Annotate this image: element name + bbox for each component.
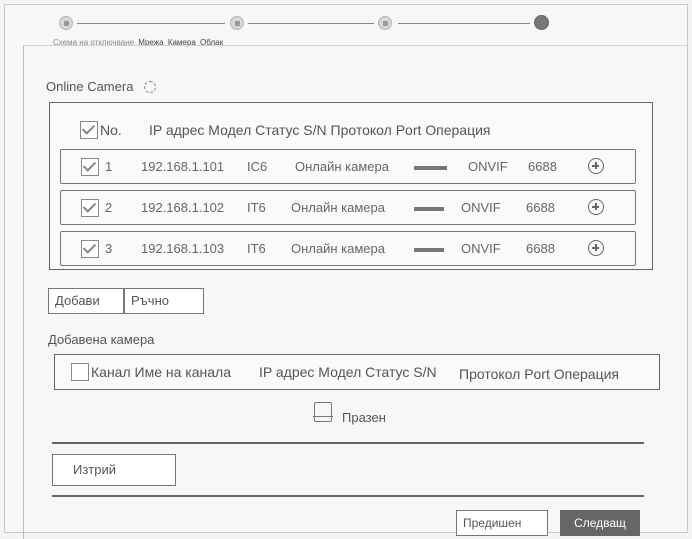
step-3-camera-icon (378, 16, 392, 30)
refresh-icon[interactable] (144, 81, 156, 93)
row-status: Онлайн камера (295, 159, 389, 174)
row-no: 2 (105, 200, 113, 215)
online-table-header (60, 111, 636, 146)
header-no: No. (100, 122, 122, 138)
header-columns: IP адрес Модел Статус S/N Протокол Port Операция (149, 122, 491, 138)
empty-text: Празен (342, 410, 386, 425)
row-ip: 192.168.1.102 (141, 200, 225, 215)
step-label-camera: Камера (167, 38, 196, 47)
row-status: Онлайн камера (291, 200, 385, 215)
row-port: 6688 (526, 200, 555, 215)
table-row (60, 149, 636, 184)
added-header-ip: IP адрес Модел Статус S/N (259, 364, 437, 380)
added-select-all-checkbox[interactable] (71, 363, 89, 381)
row-checkbox[interactable] (81, 240, 99, 258)
row-ip: 192.168.1.103 (141, 241, 225, 256)
divider (52, 495, 644, 497)
row-status: Онлайн камера (291, 241, 385, 256)
table-row (60, 231, 636, 266)
row-ip: 192.168.1.101 (141, 159, 225, 174)
online-camera-title: Online Camera (46, 79, 134, 94)
delete-button[interactable]: Изтрий (52, 454, 176, 486)
added-camera-title: Добавена камера (48, 332, 155, 347)
wizard-steps (5, 5, 689, 49)
step-label-network: Мрежа (138, 38, 164, 47)
step-label-unlock: Схема на отключване (53, 38, 135, 47)
row-protocol: ONVIF (461, 200, 501, 215)
add-camera-plus-icon[interactable] (588, 240, 604, 256)
row-model: IT6 (247, 200, 266, 215)
select-all-checkbox[interactable] (80, 121, 98, 139)
added-header-channel: Канал Име на канала (91, 364, 231, 380)
step-connector (248, 23, 374, 24)
row-protocol: ONVIF (468, 159, 508, 174)
divider (52, 442, 644, 444)
row-model: IT6 (247, 241, 266, 256)
row-protocol: ONVIF (461, 241, 501, 256)
step-connector (77, 23, 225, 24)
online-camera-table (49, 102, 653, 270)
row-no: 3 (105, 241, 113, 256)
step-label-cloud: Облак (200, 38, 224, 47)
wizard-window (4, 4, 688, 533)
row-model: IC6 (247, 159, 268, 174)
row-sn-masked (414, 207, 444, 211)
step-2-network-icon (230, 16, 244, 30)
row-checkbox[interactable] (81, 199, 99, 217)
added-camera-table-header (54, 354, 660, 390)
row-checkbox[interactable] (81, 158, 99, 176)
next-button[interactable]: Следващ (560, 510, 640, 536)
row-sn-masked (414, 248, 444, 252)
add-button[interactable]: Добави (48, 288, 124, 314)
content-panel (23, 45, 687, 539)
add-camera-plus-icon[interactable] (588, 199, 604, 215)
row-sn-masked (414, 166, 447, 170)
table-row (60, 190, 636, 225)
empty-box-icon (314, 402, 332, 422)
step-4-cloud-icon (534, 15, 549, 30)
row-port: 6688 (526, 241, 555, 256)
previous-button[interactable]: Предишен (456, 510, 548, 536)
step-1-lock-icon (59, 16, 73, 30)
row-port: 6688 (528, 159, 557, 174)
row-no: 1 (105, 159, 113, 174)
manual-button[interactable]: Ръчно (124, 288, 204, 314)
step-connector (398, 23, 530, 24)
add-camera-plus-icon[interactable] (588, 158, 604, 174)
added-header-protocol: Протокол Port Операция (459, 366, 620, 382)
